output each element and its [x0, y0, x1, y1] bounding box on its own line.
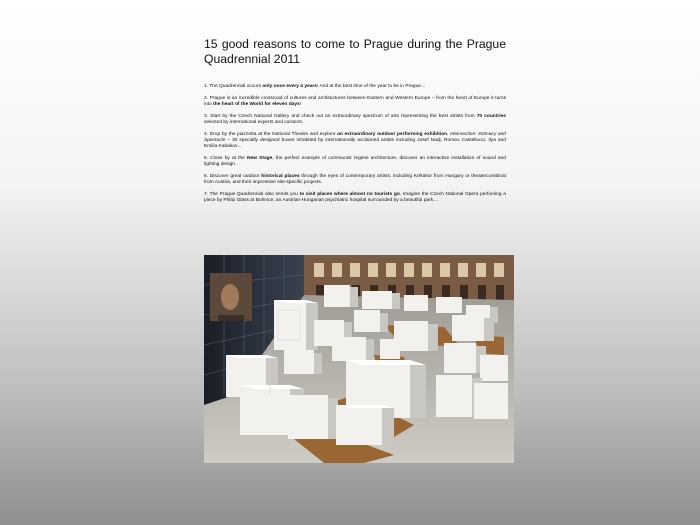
reason-5: [204, 156, 506, 169]
reason-text: the heart of the World for eleven days: [213, 102, 300, 107]
reason-text: 70 countries: [476, 113, 506, 119]
reason-text: selected by international experts and curators.: [204, 120, 304, 125]
reason-text: to visit places where almost no tourists go: [299, 192, 400, 197]
reason-7: [204, 192, 506, 205]
reason-text: 7. The Prague Quadrennial also sends you: [204, 192, 300, 197]
reason-text: , the perfect example of communist regime architecture, discover an interactive installation of sound and lighting design.: [204, 156, 507, 168]
reason-text: 3. Start by the Czech National Gallery and check out an extraordinary spectrum of arts representing the best artists from: [204, 113, 477, 119]
reason-text: !: [299, 102, 302, 107]
installation-photo: [204, 255, 514, 463]
reason-text: only once every 4 years: [262, 84, 318, 89]
reason-text: ,: [447, 131, 451, 137]
reason-text: 1. The Quadrennial occurs: [204, 84, 263, 89]
reason-text: ! And at the best time of the year to be in Prague…: [317, 84, 426, 89]
reason-text: 4. Drop by the piazzetta at the National Theatre and explore: [204, 131, 338, 137]
reason-text: through the eyes of contemporary artists, including Krétakör from Hungary or theatercombinat from Austria, and their impressive site-specific projects.: [204, 174, 506, 186]
slide-title: 15 good reasons to come to Prague during the Prague Quadrennial 2011: [204, 37, 506, 66]
reason-4: [204, 132, 506, 151]
reason-text: 6. Discover great outdoor: [204, 174, 262, 179]
reason-text: New Stage: [247, 156, 273, 161]
reason-2: [204, 96, 506, 109]
reasons-list: [204, 84, 506, 210]
reason-text: historical places: [261, 174, 300, 179]
reason-text: Intersection: Intimacy and Spectacle: [204, 131, 506, 143]
reason-text: 2. Prague is an incredible crossroad of cultures and architectures between Eastern and Western Europe – from the heart of Europe it turns into: [204, 95, 506, 107]
reason-text: – 30 specially designed boxes inhabited by internationally acclaimed artists including Josef Nadj, Romeo Castellucci, Ilya and Emilia Kabakov…: [204, 138, 506, 150]
reason-3: [204, 114, 506, 127]
reason-text: . Imagine the Czech National Opera perfoming a piece by Philip Glass at Bohnice, an Austrian-Hungarian psychiatric hospital surrounded by a beautiful park…: [204, 192, 506, 204]
reason-text: an extraordinary outdoor performing exhibition: [337, 131, 448, 137]
reason-text: 5. Close by at the: [204, 156, 247, 161]
reason-6: [204, 174, 506, 187]
reason-1: [204, 84, 506, 90]
